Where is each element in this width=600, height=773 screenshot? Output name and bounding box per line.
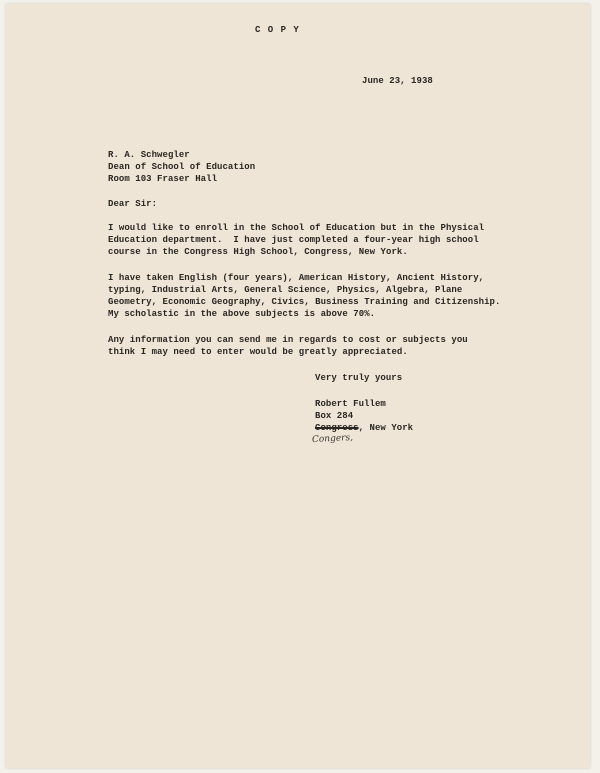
- paragraph-2-line: I have taken English (four years), American History, Ancient History,: [108, 273, 485, 283]
- struck-town: Congress: [315, 423, 359, 433]
- signature-box: Box 284: [315, 411, 354, 421]
- signature-town-line: [315, 422, 413, 434]
- paragraph-2-line: typing, Industrial Arts, General Science, Physics, Algebra, Plane: [108, 285, 463, 295]
- closing: Very truly yours: [315, 373, 403, 383]
- signature-state: , New York: [358, 423, 414, 433]
- copy-header: C O P Y: [255, 25, 300, 35]
- paragraph-3-line: think I may need to enter would be greatly appreciated.: [108, 347, 408, 357]
- paragraph-1-line: Education department. I have just completed a four-year high school: [108, 235, 479, 245]
- signature-name: Robert Fullem: [315, 399, 386, 409]
- recipient-title: Dean of School of Education: [108, 162, 256, 172]
- paragraph-2-line: Geometry, Economic Geography, Civics, Business Training and Citizenship.: [108, 297, 501, 307]
- recipient-address: Room 103 Fraser Hall: [108, 174, 218, 184]
- recipient-name: R. A. Schwegler: [108, 150, 190, 160]
- letter-date: June 23, 1938: [362, 76, 433, 86]
- salutation: Dear Sir:: [108, 199, 158, 209]
- paragraph-2-line: My scholastic in the above subjects is above 70%.: [108, 309, 376, 319]
- letter-page: [6, 4, 590, 768]
- handwritten-correction: Congers,: [311, 432, 354, 446]
- paragraph-1-line: I would like to enroll in the School of Education but in the Physical: [108, 223, 485, 233]
- paragraph-3-line: Any information you can send me in regards to cost or subjects you: [108, 335, 468, 345]
- paragraph-1-line: course in the Congress High School, Congress, New York.: [108, 247, 408, 257]
